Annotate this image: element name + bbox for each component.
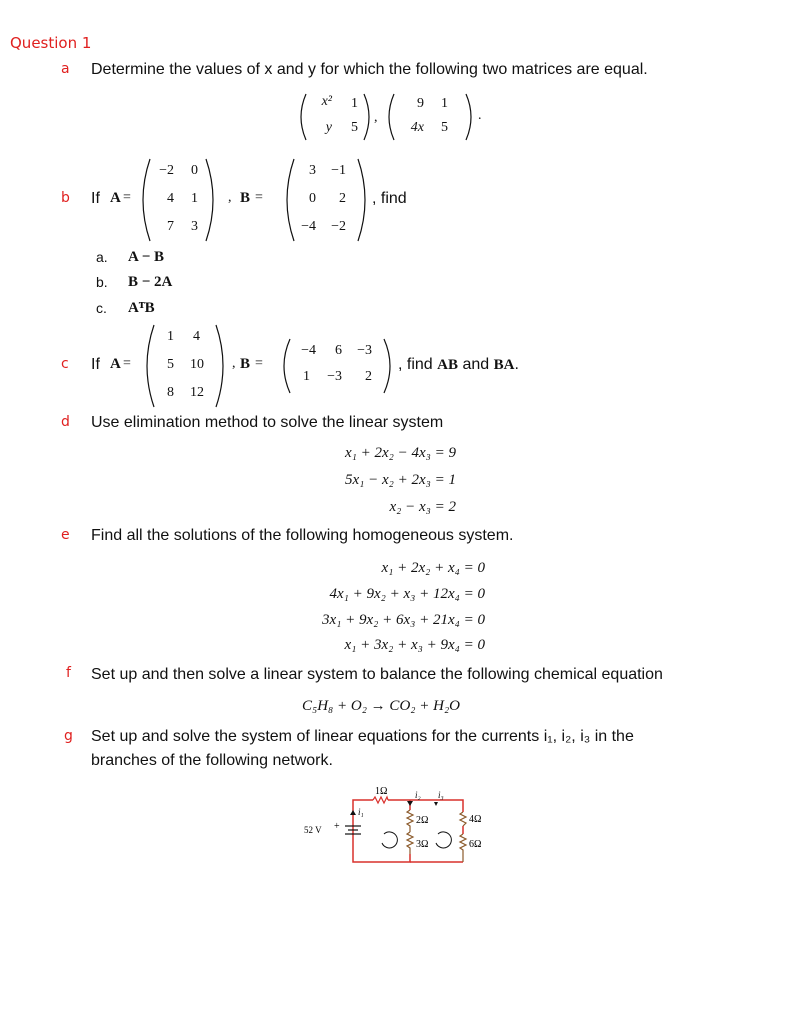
matrix-a-c — [140, 323, 240, 409]
matrix-cell: 1 — [303, 369, 310, 384]
label-r6: 6Ω — [469, 839, 482, 850]
equation-line: x₁ + 3x₂ + x₃ + 9x₄ = 0 — [344, 637, 485, 653]
equation-line: 5x₁ − x₂ + 2x₃ = 1 — [345, 472, 456, 488]
current-arrow-i2-icon — [407, 801, 413, 806]
matrix-cell: 0 — [309, 191, 316, 206]
matrix-b-c — [278, 337, 408, 395]
right-paren-icon — [204, 157, 220, 243]
end-period: . — [514, 356, 519, 373]
matrix-cell: 1 — [191, 191, 198, 206]
loop-arrow-icon — [382, 832, 397, 848]
left-paren-icon — [296, 92, 308, 142]
matrix-b-b — [280, 157, 380, 243]
matrix-cell: 4 — [193, 329, 200, 344]
sub-item-label: b. — [96, 274, 108, 290]
matrix-cell: 4x — [410, 120, 424, 135]
equals-sign: = — [123, 356, 131, 371]
matrix-cell: −2 — [331, 219, 346, 234]
matrix-cell: 3 — [191, 219, 198, 234]
right-paren-icon — [214, 323, 230, 409]
sub-item-expr: AᵀB — [128, 300, 155, 316]
label-r1: 1Ω — [375, 786, 388, 797]
label-source: 52 V — [304, 825, 322, 835]
matrix-cell: 1 — [351, 96, 358, 111]
current-arrow-i1-icon — [350, 810, 356, 815]
label-i1: i₁ — [358, 807, 364, 817]
label-r2: 2Ω — [416, 815, 429, 826]
sub-item-expr: B − 2A — [128, 274, 173, 290]
matrix-cell: −1 — [331, 163, 346, 178]
matrix-cell: 0 — [191, 163, 198, 178]
resistor-3-ohm — [407, 832, 413, 854]
sub-item-label: c. — [96, 300, 107, 316]
question-d-text: Use elimination method to solve the linear system — [91, 414, 444, 431]
separator-comma: , — [232, 356, 236, 371]
matrix-cell: 5 — [351, 120, 358, 135]
matrix-cell: −3 — [357, 343, 372, 358]
matrix-cell: y — [325, 120, 332, 135]
label-source-sign: + — [334, 821, 340, 832]
question-label-f: f — [66, 665, 71, 681]
equals-sign: = — [255, 356, 263, 371]
right-paren-icon — [356, 157, 372, 243]
question-label-e: e — [61, 527, 70, 543]
equation-line: 4x₁ + 9x₂ + x₃ + 12x₄ = 0 — [329, 586, 485, 602]
matrix-cell: 5 — [441, 120, 448, 135]
matrix-cell: −2 — [159, 163, 174, 178]
find-ba: BA — [493, 357, 515, 373]
question-a-text: Determine the values of x and y for which the following two matrices are equal. — [91, 61, 648, 78]
label-r3: 3Ω — [416, 839, 429, 850]
equation-line: x₁ + 2x₂ − 4x₃ = 9 — [345, 445, 456, 461]
matrix-cell: 6 — [335, 343, 342, 358]
equals-sign: = — [255, 190, 263, 205]
matrix-a-b — [136, 157, 236, 243]
left-paren-icon — [384, 92, 396, 142]
page-title: Question 1 — [10, 34, 92, 52]
equation-line: 3x₁ + 9x₂ + 6x₃ + 21x₄ = 0 — [322, 612, 485, 628]
equation-line: x₂ − x₃ = 2 — [389, 499, 456, 515]
sub-item-label: a. — [96, 249, 108, 265]
circuit-wires — [353, 800, 463, 862]
right-paren-icon — [464, 92, 476, 142]
matrix-b-name: B — [240, 356, 251, 372]
resistor-1-ohm — [373, 797, 388, 803]
matrix-cell: 2 — [339, 191, 346, 206]
equation-line: x₁ + 2x₂ + x₄ = 0 — [381, 560, 485, 576]
question-b-if: If — [91, 190, 100, 207]
matrix-cell: x² — [321, 94, 332, 109]
separator-comma: , — [374, 110, 378, 125]
find-text: , find — [398, 356, 433, 373]
matrix-cell: −4 — [301, 219, 316, 234]
left-paren-icon — [278, 337, 292, 395]
matrix-a-name: A — [110, 356, 121, 372]
question-f-text: Set up and then solve a linear system to balance the following chemical equation — [91, 666, 663, 683]
sub-item-expr: A − B — [128, 249, 165, 265]
matrix-cell: −3 — [327, 369, 342, 384]
and-text: and — [462, 356, 490, 373]
matrix-cell: −4 — [301, 343, 316, 358]
matrix-cell: 12 — [190, 385, 204, 400]
matrix-cell: 1 — [167, 329, 174, 344]
circuit-diagram — [298, 782, 508, 866]
label-r4: 4Ω — [469, 814, 482, 825]
matrix-cell: 10 — [190, 357, 204, 372]
question-label-b: b — [61, 190, 70, 206]
right-paren-icon — [382, 337, 396, 395]
question-c-if: If — [91, 356, 100, 373]
resistor-6-ohm — [460, 834, 466, 862]
question-label-d: d — [61, 414, 70, 430]
question-g-line1: Set up and solve the system of linear equations for the currents i₁, i₂, i₃ in the — [91, 728, 634, 745]
loop-arrow-icon — [436, 832, 451, 848]
matrix-cell: 8 — [167, 385, 174, 400]
equals-sign: = — [123, 190, 131, 205]
label-i3: i₃ — [438, 790, 444, 800]
question-label-c: c — [61, 356, 69, 372]
find-ab: AB — [437, 357, 458, 373]
question-label-a: a — [61, 61, 70, 77]
matrix-cell: 2 — [365, 369, 372, 384]
label-i2: i₂ — [415, 790, 421, 800]
resistor-4-ohm — [460, 812, 466, 826]
question-g-line2: branches of the following network. — [91, 752, 333, 769]
current-arrow-i3-icon — [434, 802, 438, 806]
right-paren-icon — [362, 92, 374, 142]
question-c-find — [398, 356, 519, 374]
question-e-text: Find all the solutions of the following homogeneous system. — [91, 527, 514, 544]
matrix-b-name: B — [240, 190, 251, 206]
matrix-cell: 7 — [167, 219, 174, 234]
left-paren-icon — [136, 157, 152, 243]
chemical-equation: C₅H₈ + O₂ → CO₂ + H₂O — [302, 698, 460, 714]
matrix-cell: 3 — [309, 163, 316, 178]
resistor-2-ohm — [407, 810, 413, 832]
end-period: . — [478, 108, 482, 123]
matrix-a-name: A — [110, 190, 121, 206]
matrix-equality-a — [296, 92, 496, 150]
matrix-cell: 5 — [167, 357, 174, 372]
question-b-find: , find — [372, 190, 407, 207]
question-label-g: g — [64, 728, 73, 744]
separator-comma: , — [228, 190, 232, 205]
matrix-cell: 4 — [167, 191, 174, 206]
matrix-cell: 1 — [441, 96, 448, 111]
matrix-cell: 9 — [417, 96, 424, 111]
